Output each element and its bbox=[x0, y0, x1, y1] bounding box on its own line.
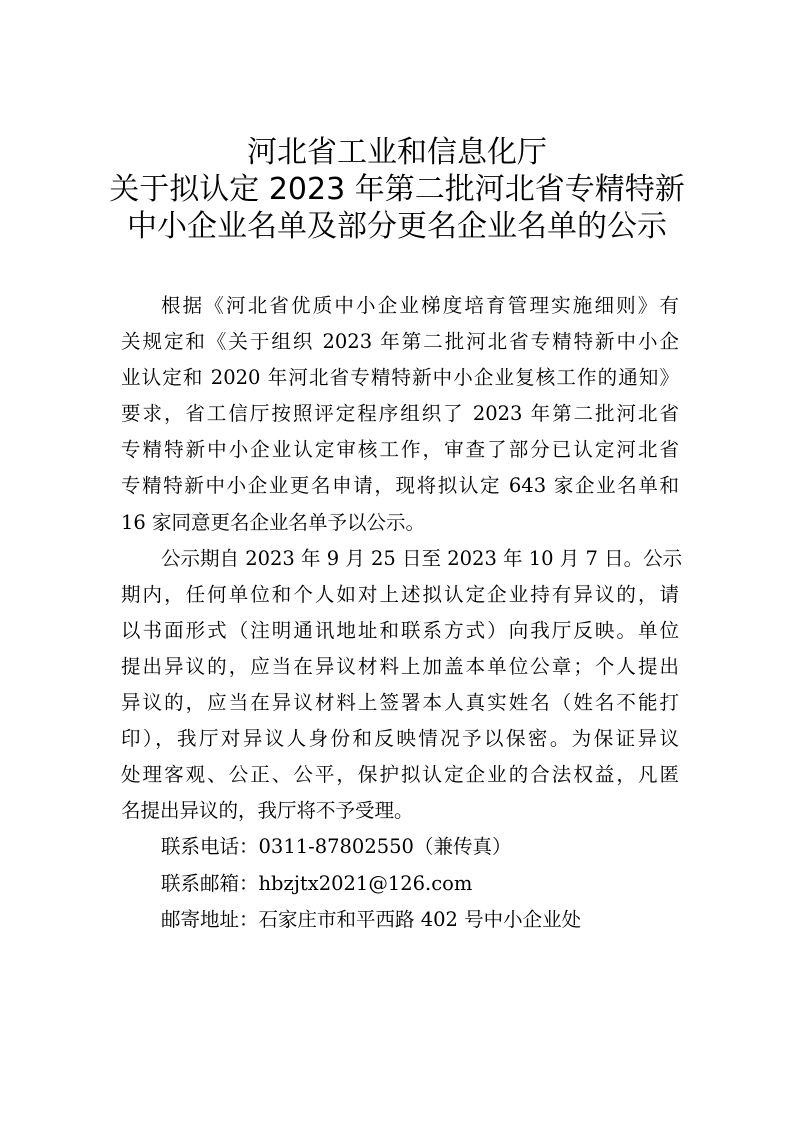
paragraph-line: 提出异议的，应当在异议材料上加盖本单位公章；个人提出 bbox=[121, 654, 679, 678]
contact-phone: 联系电话：0311-87802550（兼传真） bbox=[161, 835, 512, 859]
paragraph-basis bbox=[121, 288, 679, 541]
document-title bbox=[0, 134, 794, 245]
paragraph-line: 专精特新中小企业更名申请，现将拟认定 643 家企业名单和 bbox=[121, 474, 679, 498]
paragraph-line: 16 家同意更名企业名单予以公示。 bbox=[121, 510, 426, 534]
paragraph-line: 处理客观、公正、公平，保护拟认定企业的合法权益，凡匿 bbox=[121, 763, 679, 787]
contact-info bbox=[121, 829, 679, 937]
paragraph-line: 异议的，应当在异议材料上签署本人真实姓名（姓名不能打 bbox=[121, 691, 679, 715]
paragraph-line: 以书面形式（注明通讯地址和联系方式）向我厅反映。单位 bbox=[121, 618, 679, 642]
paragraph-line: 业认定和 2020 年河北省专精特新中小企业复核工作的通知》 bbox=[121, 366, 679, 390]
title-line-3: 中小企业名单及部分更名企业名单的公示 bbox=[127, 209, 667, 244]
title-line-1: 河北省工业和信息化厅 bbox=[247, 135, 547, 170]
paragraph-line: 印），我厅对异议人身份和反映情况予以保密。为保证异议 bbox=[121, 727, 679, 751]
title-line-2: 关于拟认定 2023 年第二批河北省专精特新 bbox=[109, 172, 685, 207]
contact-email: 联系邮箱：hbzjtx2021@126.com bbox=[161, 871, 473, 895]
document-body bbox=[121, 288, 683, 938]
paragraph-line: 名提出异议的，我厅将不予受理。 bbox=[121, 799, 414, 823]
paragraph-notice-period bbox=[121, 541, 683, 830]
paragraph-line: 公示期自 2023 年 9 月 25 日至 2023 年 10 月 7 日。公示 bbox=[161, 546, 683, 570]
paragraph-line: 根据《河北省优质中小企业梯度培育管理实施细则》有 bbox=[161, 294, 679, 317]
paragraph-line: 专精特新中小企业认定审核工作，审查了部分已认定河北省 bbox=[121, 438, 679, 462]
paragraph-line: 关规定和《关于组织 2023 年第二批河北省专精特新中小企 bbox=[121, 330, 679, 354]
paragraph-line: 要求，省工信厅按照评定程序组织了 2023 年第二批河北省 bbox=[121, 402, 679, 426]
contact-address: 邮寄地址：石家庄市和平西路 402 号中小企业处 bbox=[161, 907, 582, 931]
paragraph-line: 期内，任何单位和个人如对上述拟认定企业持有异议的，请 bbox=[121, 582, 679, 606]
